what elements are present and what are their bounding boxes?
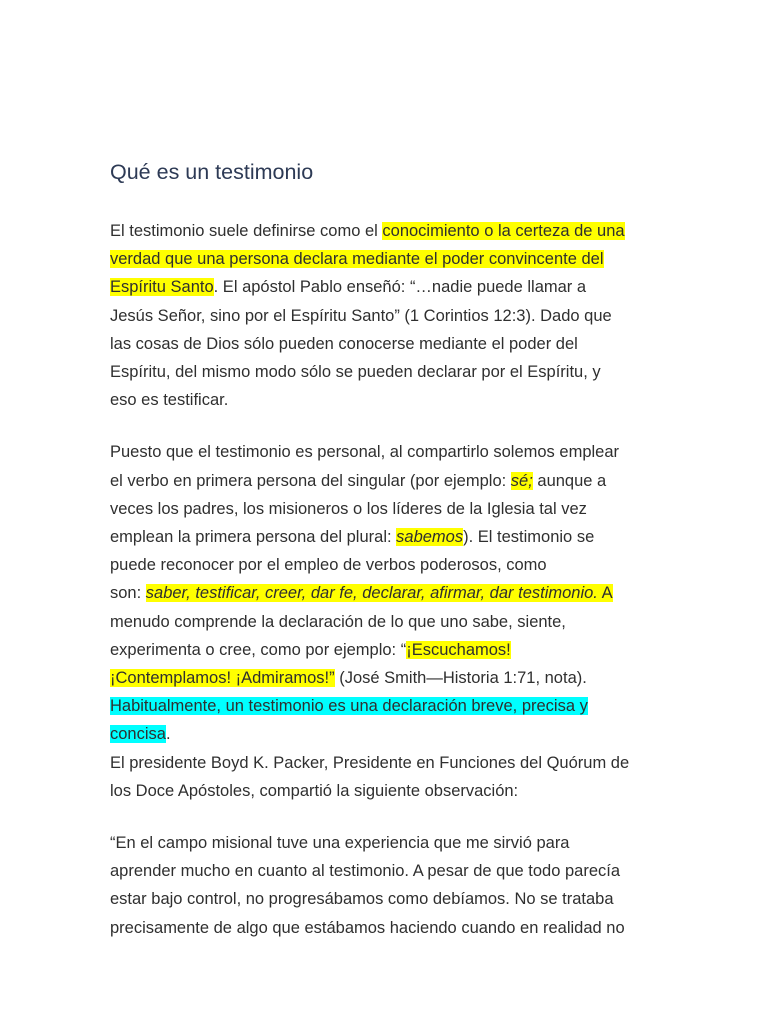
text-span: (José Smith—Historia 1:71, nota). bbox=[334, 669, 587, 688]
text-line bbox=[110, 579, 662, 607]
highlight-yellow: Espíritu Santo bbox=[110, 278, 214, 297]
text-span: el verbo en primera persona del singular (por ejemplo: bbox=[110, 471, 511, 490]
text-line: estar bajo control, no progresábamos como debíamos. No se trataba bbox=[110, 890, 614, 909]
highlight-yellow: verdad que una persona declara mediante el poder convincente del bbox=[110, 250, 604, 269]
text-line bbox=[110, 217, 662, 245]
highlight-yellow: ¡Escuchamos! bbox=[406, 640, 511, 659]
text-span: . bbox=[165, 725, 171, 744]
text-line bbox=[110, 273, 662, 301]
text-line bbox=[110, 664, 662, 692]
text-line bbox=[110, 467, 662, 495]
text-span: son: bbox=[110, 584, 146, 603]
highlight-yellow: sabemos bbox=[396, 528, 464, 547]
highlight-yellow: saber, testificar, creer, dar fe, declarar, afirmar, dar testimonio. bbox=[145, 584, 598, 603]
page-title: Qué es un testimonio bbox=[110, 160, 314, 184]
paragraph-definition bbox=[110, 217, 662, 414]
text-span: ). El testimonio se bbox=[463, 528, 595, 547]
text-span: El testimonio suele definirse como el bbox=[110, 222, 383, 240]
text-line bbox=[110, 720, 662, 748]
text-line: aprender mucho en cuanto al testimonio. A pesar de que todo parecía bbox=[110, 862, 621, 881]
highlight-yellow: ¡Contemplamos! ¡Admiramos!” bbox=[110, 669, 335, 688]
text-span: aunque a bbox=[532, 471, 607, 490]
text-line: Espíritu, del mismo modo sólo se pueden declarar por el Espíritu, y bbox=[110, 363, 601, 382]
highlight-cyan: Habitualmente, un testimonio es una declaración breve, precisa y bbox=[110, 697, 588, 716]
highlight-yellow: A bbox=[597, 584, 613, 603]
text-line: precisamente de algo que estábamos haciendo cuando en realidad no bbox=[110, 918, 625, 937]
text-line bbox=[110, 245, 662, 273]
text-line: eso es testificar. bbox=[110, 391, 229, 410]
text-line bbox=[110, 692, 662, 720]
text-span: . El apóstol Pablo enseñó: “…nadie puede llamar a bbox=[213, 278, 587, 297]
text-line: El presidente Boyd K. Packer, Presidente en Funciones del Quórum de bbox=[110, 753, 630, 772]
text-line: Puesto que el testimonio es personal, al compartirlo solemos emplear bbox=[110, 443, 620, 462]
text-span: emplean la primera persona del plural: bbox=[110, 528, 397, 547]
text-line: menudo comprende la declaración de lo que uno sabe, siente, bbox=[110, 612, 566, 631]
text-line: “En el campo misional tuve una experiencia que me sirvió para bbox=[110, 834, 570, 853]
highlight-yellow: conocimiento o la certeza de una bbox=[382, 222, 625, 240]
text-line: veces los padres, los misioneros o los líderes de la Iglesia tal vez bbox=[110, 499, 587, 518]
text-line bbox=[110, 636, 662, 664]
highlight-cyan: concisa bbox=[110, 725, 166, 744]
paragraph-quote bbox=[110, 829, 662, 942]
text-line bbox=[110, 523, 662, 551]
document-page bbox=[110, 157, 662, 942]
text-line: las cosas de Dios sólo pueden conocerse mediante el poder del bbox=[110, 334, 578, 353]
text-line: Jesús Señor, sino por el Espíritu Santo” (1 Corintios 12:3). Dado que bbox=[110, 306, 612, 325]
text-span: experimenta o cree, como por ejemplo: “ bbox=[110, 640, 407, 659]
text-line: puede reconocer por el empleo de verbos poderosos, como bbox=[110, 556, 547, 575]
highlight-yellow: sé; bbox=[510, 471, 533, 490]
paragraph-personal-testimony bbox=[110, 438, 662, 805]
text-line: los Doce Apóstoles, compartió la siguiente observación: bbox=[110, 781, 519, 800]
